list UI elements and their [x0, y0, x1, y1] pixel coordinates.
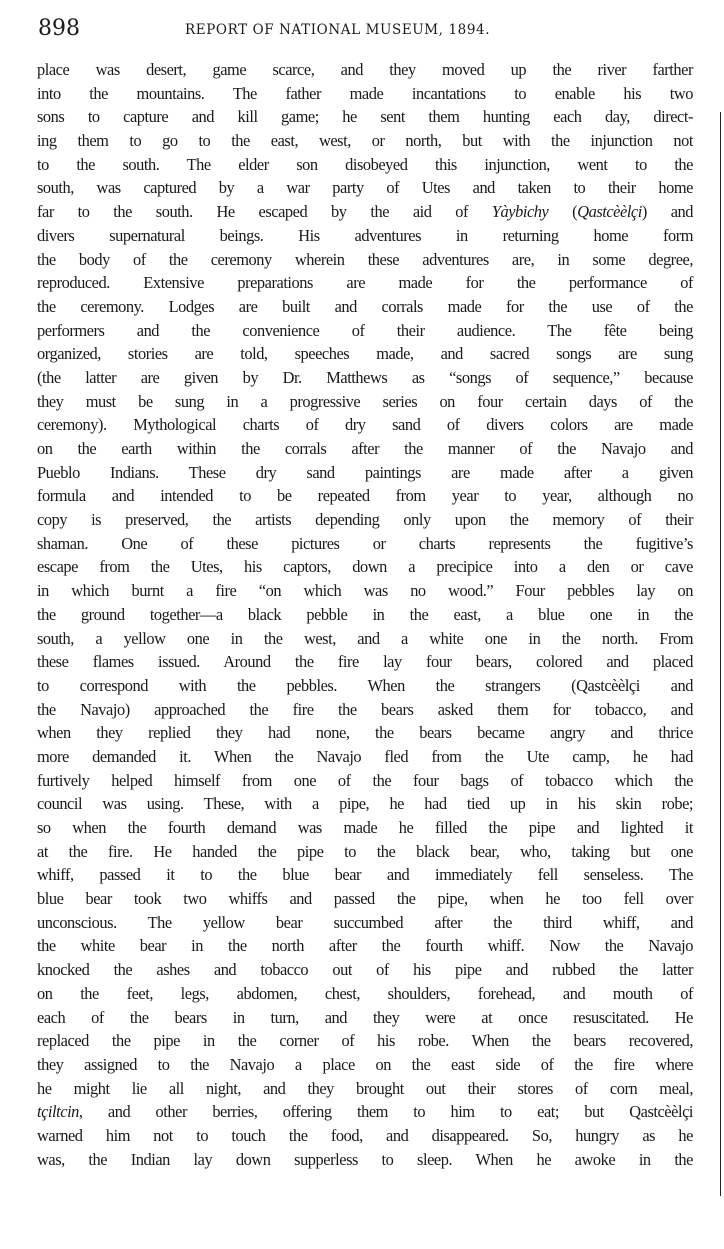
text-run: unconscious. The yellow bear succumbed after the third whiff, and	[37, 912, 693, 932]
text-line	[37, 176, 693, 200]
text-line	[37, 271, 693, 295]
text-line	[37, 769, 693, 793]
text-run: blue bear took two whiffs and passed the pipe, when he too fell over	[37, 889, 693, 909]
text-line	[37, 319, 693, 343]
text-run: (	[548, 202, 578, 222]
text-run: they assigned to the Navajo a place on the east side of the fire where	[37, 1054, 693, 1074]
text-line	[37, 934, 693, 958]
text-line	[37, 82, 693, 106]
text-run: ) and	[641, 202, 694, 222]
text-run: far to the south. He escaped by the aid of	[37, 202, 492, 222]
text-line	[37, 840, 693, 864]
text-line	[37, 1124, 693, 1148]
text-run: (the latter are given by Dr. Matthews as “songs of sequence,” because	[37, 367, 693, 387]
text-line	[37, 1077, 693, 1101]
text-run: each of the bears in turn, and they were at once resuscitated. He	[37, 1007, 693, 1027]
page-edge-rule	[720, 112, 721, 1196]
text-run: when they replied they had none, the bears became angry and thrice	[37, 723, 693, 743]
text-line	[37, 532, 693, 556]
text-run: on the earth within the corrals after the manner of the Navajo and	[37, 439, 693, 458]
text-run: council was using. These, with a pipe, he had tied up in his skin robe;	[37, 794, 693, 814]
text-line	[37, 816, 693, 840]
text-run: reproduced. Extensive preparations are made for the performance of	[37, 273, 693, 293]
text-run: to the south. The elder son disobeyed this injunction, went to the	[37, 154, 693, 174]
text-run: the body of the ceremony wherein these adventures are, in some degree,	[37, 249, 693, 269]
text-run: was, the Indian lay down supperless to sleep. When he awoke in the	[37, 1149, 693, 1169]
text-line	[37, 153, 693, 177]
text-line	[37, 437, 693, 461]
page-number: 898	[38, 16, 80, 41]
text-run: to correspond with the pebbles. When the strangers (Qastcèèlçi and	[37, 675, 693, 695]
running-title: REPORT OF NATIONAL MUSEUM, 1894.	[185, 22, 491, 38]
text-line	[37, 224, 693, 248]
text-line	[37, 105, 693, 129]
text-line	[37, 745, 693, 769]
text-line	[37, 887, 693, 911]
text-line	[37, 650, 693, 674]
text-run: , and other berries, offering them to him to eat; but Qastcèèlçi	[78, 1102, 693, 1122]
text-line	[37, 390, 693, 414]
text-line	[37, 1100, 693, 1124]
text-line	[37, 627, 693, 651]
running-head	[38, 14, 698, 44]
text-line	[37, 579, 693, 603]
text-line	[37, 1148, 693, 1172]
text-line	[37, 1029, 693, 1053]
text-line	[37, 982, 693, 1006]
text-run: ing them to go to the east, west, or north, but with the injunction not	[37, 131, 693, 151]
text-line	[37, 200, 693, 224]
text-line	[37, 1006, 693, 1030]
text-line	[37, 295, 693, 319]
text-line	[37, 248, 693, 272]
text-line	[37, 721, 693, 745]
text-run: the white bear in the north after the fourth whiff. Now the Navajo	[37, 936, 693, 956]
text-run: escape from the Utes, his captors, down a precipice into a den or cave	[37, 557, 693, 577]
text-line	[37, 508, 693, 532]
text-run: shaman. One of these pictures or charts represents the fugitive’s	[37, 533, 693, 553]
text-run: they must be sung in a progressive series on four certain days of the	[37, 391, 693, 411]
text-line	[37, 413, 693, 437]
text-run: place was desert, game scarce, and they moved up the river farther	[37, 60, 693, 79]
text-line	[37, 58, 693, 82]
text-run: performers and the convenience of their audience. The fête being	[37, 320, 693, 340]
text-run: copy is preserved, the artists depending only upon the memory of their	[37, 510, 693, 530]
text-line	[37, 863, 693, 887]
text-run: the ceremony. Lodges are built and corrals made for the use of the	[37, 296, 693, 316]
text-run: sons to capture and kill game; he sent them hunting each day, direct-	[37, 107, 693, 127]
text-run: into the mountains. The father made incantations to enable his two	[37, 83, 693, 103]
text-run: furtively helped himself from one of the four bags of tobacco which the	[37, 770, 693, 790]
text-run: formula and intended to be repeated from year to year, although no	[37, 486, 693, 506]
text-run: at the fire. He handed the pipe to the black bear, who, taking but one	[37, 841, 693, 861]
text-run: ceremony). Mythological charts of dry sand of divers colors are made	[37, 415, 693, 435]
text-line	[37, 674, 693, 698]
text-run: the ground together—a black pebble in the east, a blue one in the	[37, 604, 693, 624]
text-run: warned him not to touch the food, and disappeared. So, hungry as he	[37, 1125, 693, 1145]
text-line	[37, 555, 693, 579]
text-run: knocked the ashes and tobacco out of his pipe and rubbed the latter	[37, 960, 693, 980]
text-run: south, was captured by a war party of Utes and taken to their home	[37, 178, 693, 198]
text-run: divers supernatural beings. His adventures in returning home form	[37, 225, 693, 245]
text-run: whiff, passed it to the blue bear and immediately fell senseless. The	[37, 865, 693, 885]
italic-term: Qastcèèlçi	[577, 202, 642, 222]
text-line	[37, 603, 693, 627]
text-run: replaced the pipe in the corner of his robe. When the bears recovered,	[37, 1031, 693, 1051]
text-run: the Navajo) approached the fire the bears asked them for tobacco, and	[37, 699, 693, 719]
text-line	[37, 484, 693, 508]
text-run: Pueblo Indians. These dry sand paintings are made after a given	[37, 462, 693, 482]
text-run: in which burnt a fire “on which was no wood.” Four pebbles lay on	[37, 581, 693, 601]
italic-term: tçiltcin	[37, 1102, 79, 1122]
text-run: these flames issued. Around the fire lay four bears, colored and placed	[37, 652, 693, 672]
body-text	[37, 58, 693, 1171]
text-line	[37, 958, 693, 982]
text-line	[37, 911, 693, 935]
text-run: so when the fourth demand was made he filled the pipe and lighted it	[37, 818, 693, 837]
text-run: more demanded it. When the Navajo fled from the Ute camp, he had	[37, 746, 693, 766]
text-line	[37, 366, 693, 390]
text-line	[37, 1053, 693, 1077]
text-run: organized, stories are told, speeches made, and sacred songs are sung	[37, 344, 693, 364]
italic-term: Yàybichy	[491, 202, 549, 222]
text-run: on the feet, legs, abdomen, chest, shoulders, forehead, and mouth of	[37, 983, 693, 1003]
text-run: he might lie all night, and they brought out their stores of corn meal,	[37, 1078, 693, 1098]
text-line	[37, 342, 693, 366]
text-line	[37, 792, 693, 816]
text-line	[37, 461, 693, 485]
text-run: south, a yellow one in the west, and a white one in the north. From	[37, 628, 693, 648]
text-line	[37, 129, 693, 153]
text-line	[37, 698, 693, 722]
